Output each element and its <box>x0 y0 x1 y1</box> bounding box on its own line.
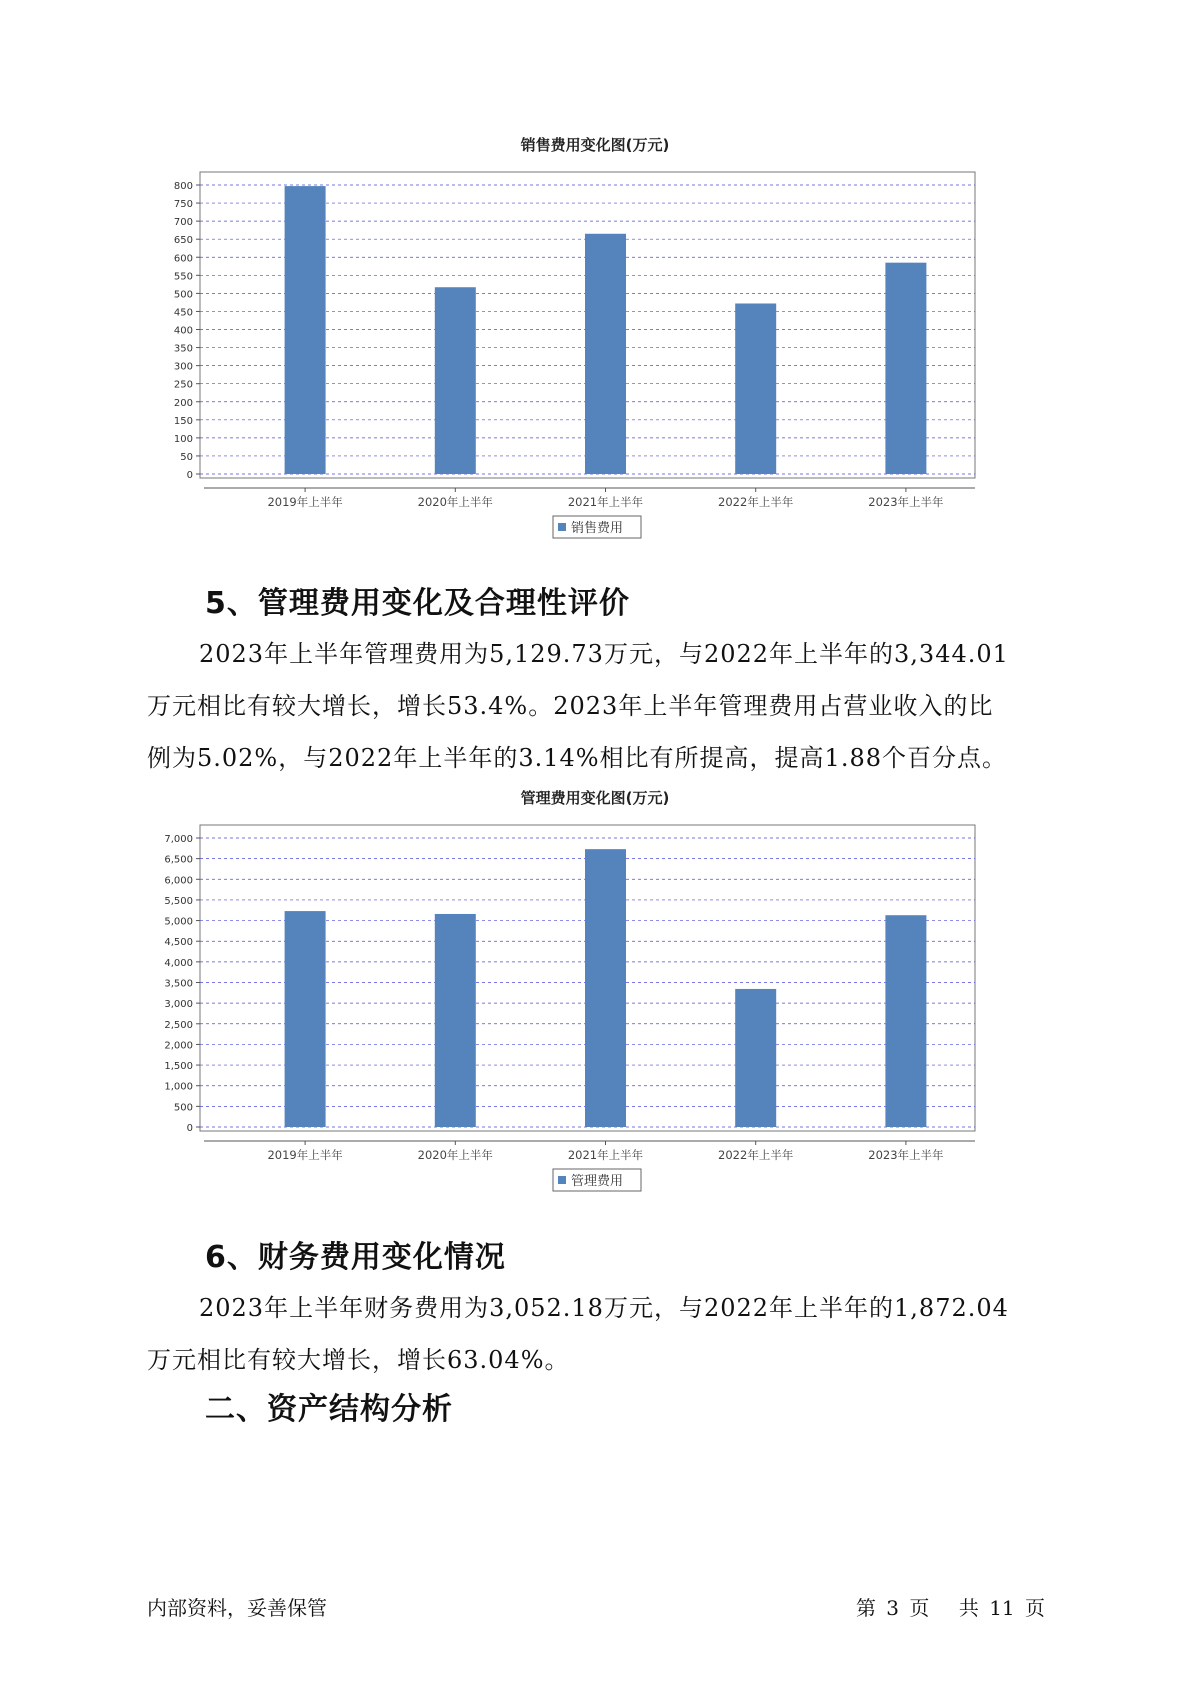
y-tick-label: 750 <box>173 199 193 211</box>
y-tick-label: 1,000 <box>164 1081 193 1093</box>
admin-expense-chart <box>160 783 1030 1203</box>
section-2-heading: 二、资产结构分析 <box>205 1392 453 1427</box>
y-tick-label: 250 <box>173 379 193 391</box>
y-tick-label: 5,000 <box>164 916 193 928</box>
chart-title: 销售费用变化图(万元) <box>520 136 670 154</box>
y-tick-label: 3,500 <box>164 978 193 990</box>
bar <box>285 186 326 474</box>
y-tick-label: 2,000 <box>164 1040 193 1052</box>
bar <box>885 915 926 1127</box>
y-tick-label: 7,000 <box>164 834 193 845</box>
bar <box>585 234 626 474</box>
section-5-line-3: 例为5.02%，与2022年上半年的3.14%相比有所提高，提高1.88个百分点。 <box>147 744 1007 772</box>
section-6-heading: 6、财务费用变化情况 <box>205 1240 506 1275</box>
y-tick-label: 0 <box>186 470 193 481</box>
y-tick-label: 800 <box>173 181 193 192</box>
page-footer <box>147 1592 1047 1621</box>
section-5-line-2: 万元相比有较大增长，增长53.4%。2023年上半年管理费用占营业收入的比 <box>147 692 994 720</box>
y-tick-label: 50 <box>180 451 193 463</box>
chart-title: 管理费用变化图(万元) <box>520 789 670 807</box>
sales-expense-chart-svg <box>160 130 1030 550</box>
section-6-paragraph <box>147 1282 1047 1386</box>
legend-label: 管理费用 <box>571 1174 624 1189</box>
y-tick-label: 1,500 <box>164 1061 193 1073</box>
footer-confidential-note: 内部资料，妥善保管 <box>147 1596 327 1620</box>
section-6-line-1: 2023年上半年财务费用为3,052.18万元，与2022年上半年的1,872.04 <box>199 1294 1009 1322</box>
legend-swatch <box>558 523 566 531</box>
x-tick-label: 2021年上半年 <box>567 1148 644 1162</box>
y-tick-label: 350 <box>173 343 193 355</box>
y-tick-label: 650 <box>173 235 193 247</box>
y-tick-label: 0 <box>186 1123 193 1134</box>
x-tick-label: 2023年上半年 <box>868 495 944 509</box>
y-tick-label: 450 <box>173 307 193 319</box>
y-tick-label: 5,500 <box>164 895 193 907</box>
legend-label: 销售费用 <box>571 521 624 536</box>
page-prefix: 第 <box>855 1596 876 1620</box>
x-tick-label: 2022年上半年 <box>718 495 794 509</box>
section-5-paragraph <box>147 628 1047 784</box>
y-tick-label: 6,000 <box>164 875 193 887</box>
y-tick-label: 500 <box>173 1102 193 1114</box>
x-tick-label: 2020年上半年 <box>417 495 493 509</box>
page-unit: 页 <box>909 1596 930 1620</box>
y-tick-label: 500 <box>173 289 193 301</box>
bar <box>735 989 776 1127</box>
page-number <box>854 1592 1047 1621</box>
y-tick-label: 600 <box>173 253 193 265</box>
y-tick-label: 3,000 <box>164 999 193 1011</box>
y-tick-label: 200 <box>173 397 193 409</box>
x-tick-label: 2019年上半年 <box>267 495 343 509</box>
section-5-heading: 5、管理费用变化及合理性评价 <box>205 586 630 621</box>
x-tick-label: 2022年上半年 <box>718 1148 794 1162</box>
total-pages: 11 <box>989 1596 1015 1620</box>
current-page: 3 <box>886 1596 900 1620</box>
admin-expense-chart-svg <box>160 783 1030 1203</box>
y-tick-label: 6,500 <box>164 854 193 866</box>
bar <box>735 303 776 474</box>
bar <box>435 914 476 1127</box>
y-tick-label: 2,500 <box>164 1019 193 1031</box>
x-tick-label: 2020年上半年 <box>417 1148 493 1162</box>
total-unit: 页 <box>1025 1596 1045 1620</box>
y-tick-label: 400 <box>173 325 193 337</box>
section-6-line-2: 万元相比有较大增长，增长63.04%。 <box>147 1346 570 1374</box>
y-tick-label: 100 <box>173 433 193 445</box>
y-tick-label: 700 <box>173 217 193 229</box>
bar <box>885 263 926 474</box>
y-tick-label: 300 <box>173 361 193 373</box>
bar <box>585 849 626 1127</box>
legend-swatch <box>558 1176 566 1184</box>
bar <box>435 287 476 474</box>
x-tick-label: 2019年上半年 <box>267 1148 343 1162</box>
x-tick-label: 2021年上半年 <box>567 495 644 509</box>
section-5-line-1: 2023年上半年管理费用为5,129.73万元，与2022年上半年的3,344.01 <box>199 640 1009 668</box>
bar <box>285 911 326 1127</box>
y-tick-label: 4,000 <box>164 957 193 969</box>
y-tick-label: 550 <box>173 271 193 283</box>
y-tick-label: 150 <box>173 415 193 427</box>
total-prefix: 共 <box>958 1596 979 1620</box>
x-tick-label: 2023年上半年 <box>868 1148 944 1162</box>
sales-expense-chart <box>160 130 1030 550</box>
y-tick-label: 4,500 <box>164 937 193 949</box>
